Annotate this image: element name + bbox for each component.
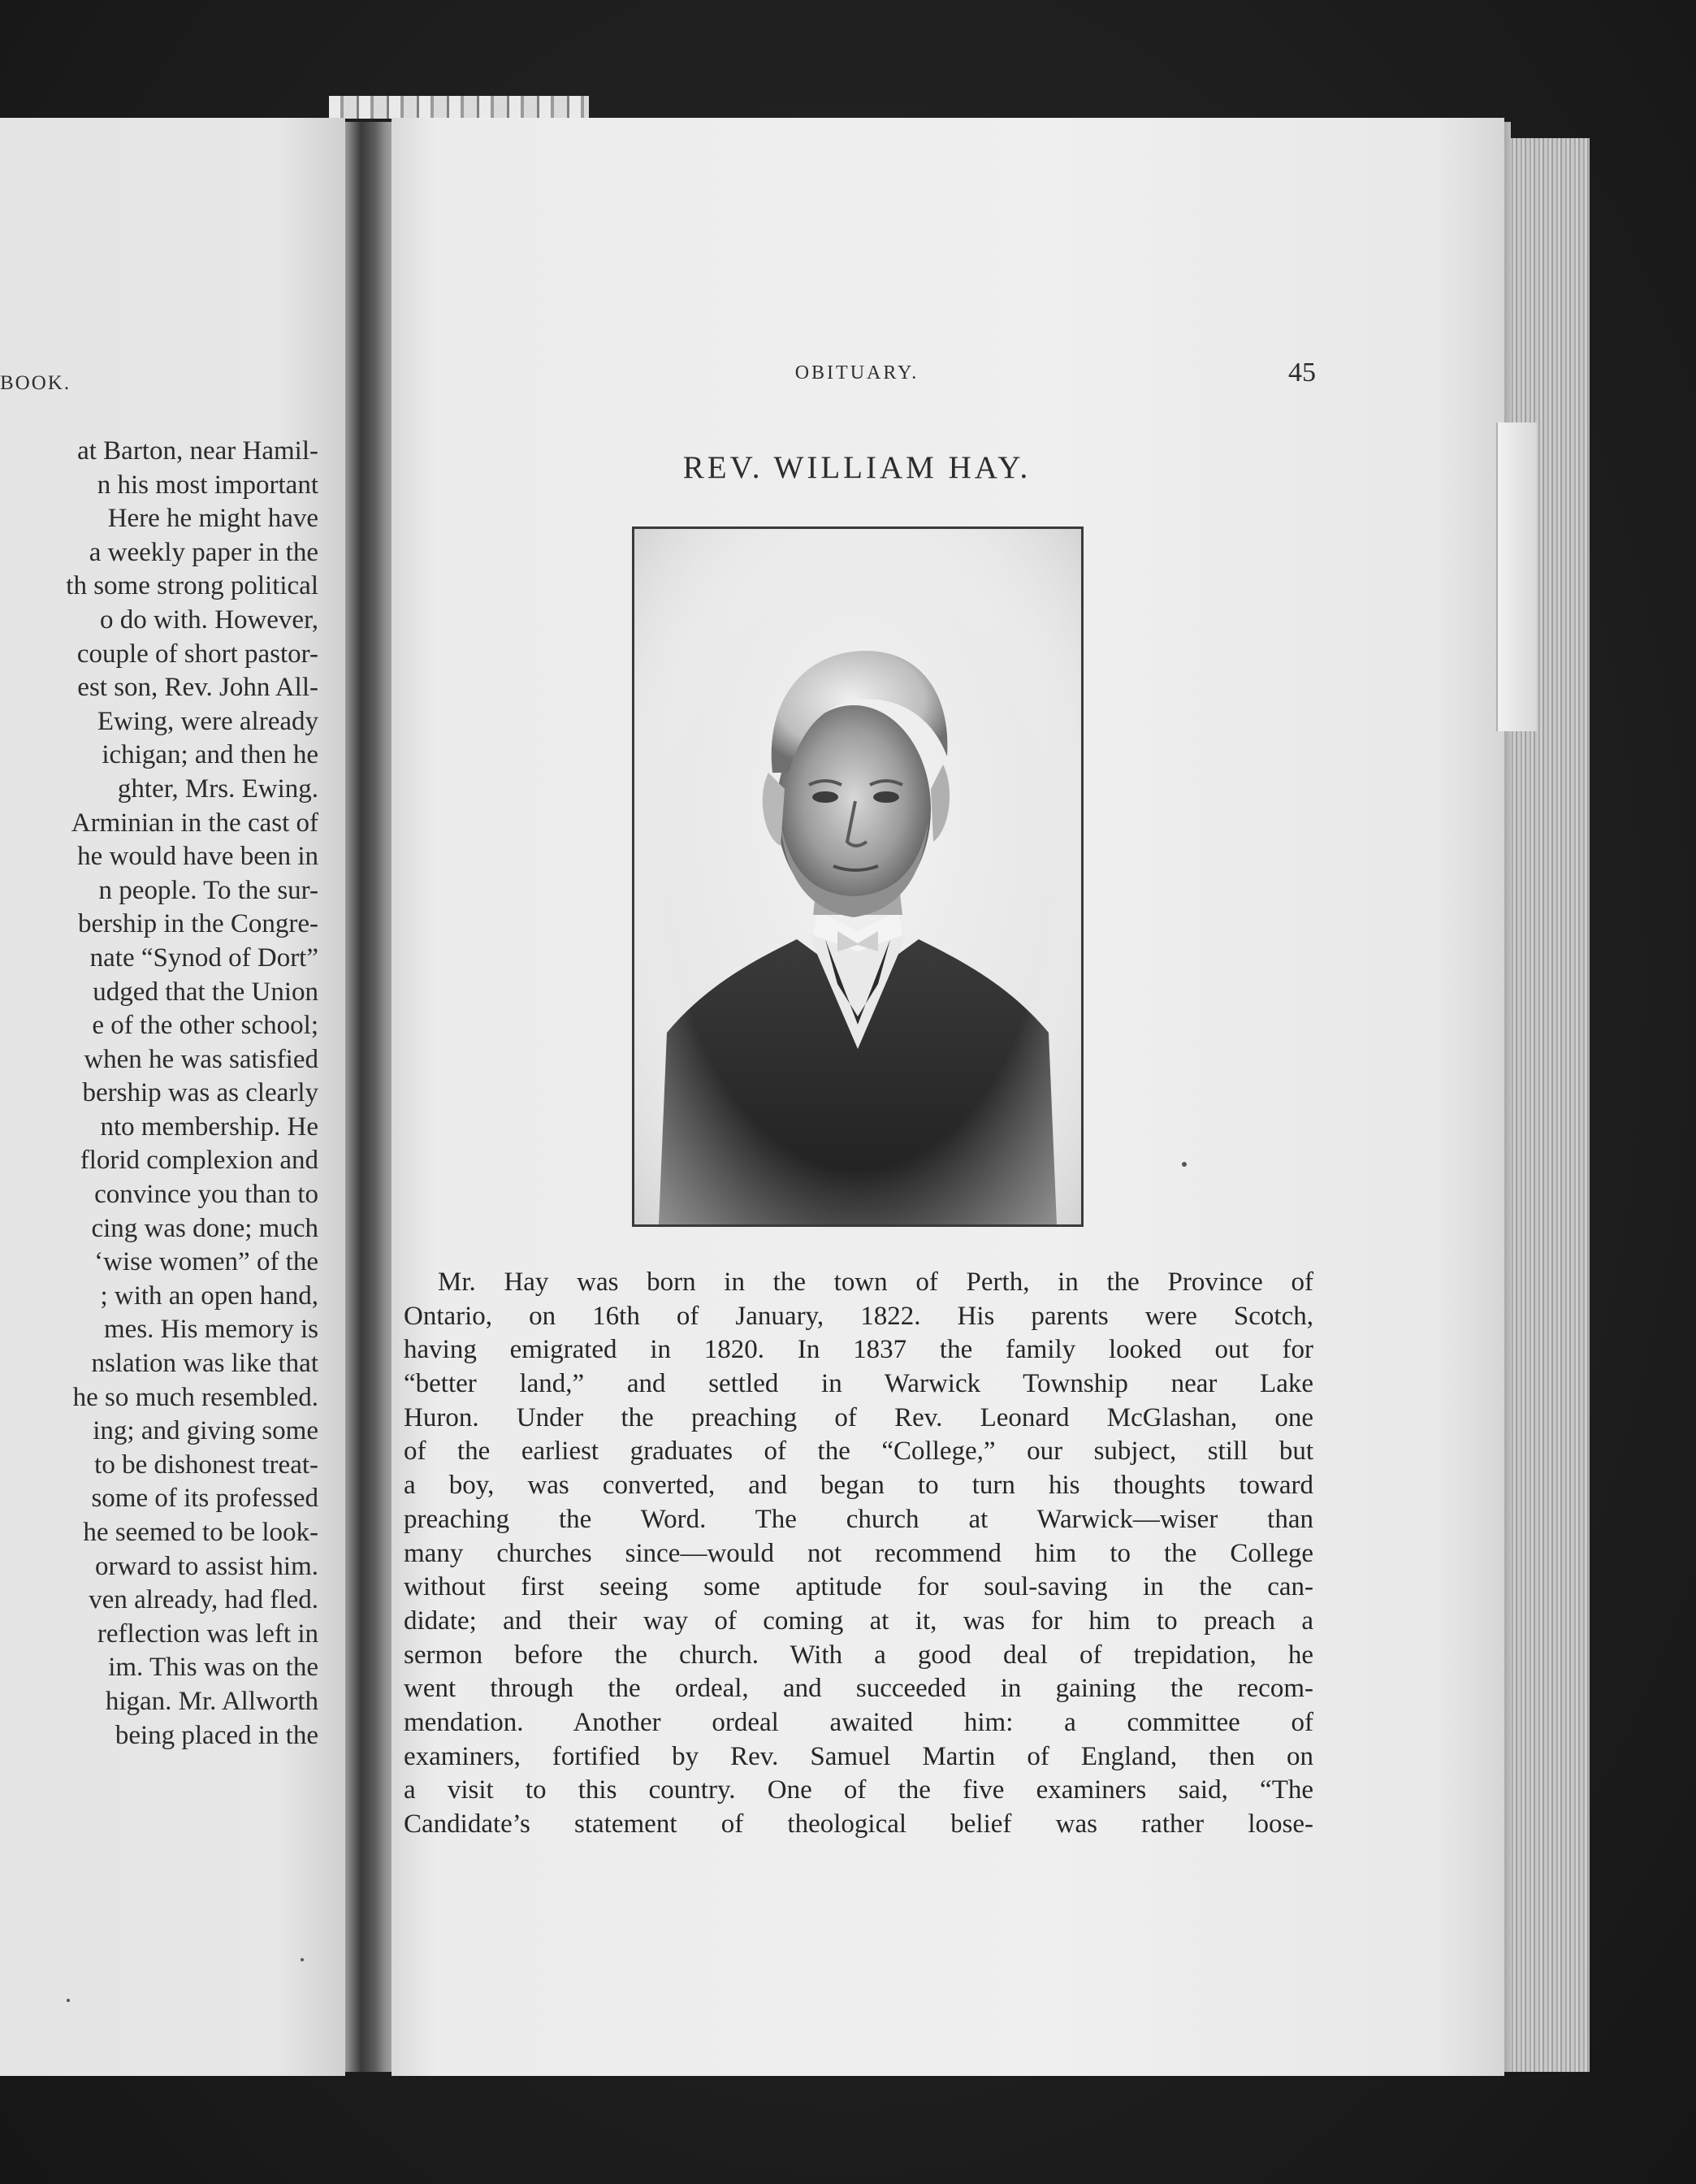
body-text-line: didate; and their way of coming at it, was for him to preach a bbox=[404, 1606, 1313, 1636]
body-text-line: without first seeing some aptitude for soul-saving in the can- bbox=[404, 1572, 1313, 1602]
left-page-line: cing was done; much bbox=[91, 1213, 318, 1243]
left-page-line: when he was satisfied bbox=[84, 1044, 318, 1074]
body-text-line: a visit to this country. One of the five examiners said, “The bbox=[404, 1775, 1313, 1805]
body-text-line: having emigrated in 1820. In 1837 the family looked out for bbox=[404, 1335, 1313, 1365]
article-body bbox=[404, 1266, 1313, 1842]
body-text-line: Candidate’s statement of theological belief was rather loose- bbox=[404, 1809, 1313, 1839]
left-page-line: he would have been in bbox=[77, 842, 318, 872]
left-page-top-edge bbox=[329, 96, 589, 119]
left-page-line: n people. To the sur- bbox=[98, 875, 318, 905]
left-page-line: ichigan; and then he bbox=[102, 740, 318, 770]
left-page-line: being placed in the bbox=[115, 1720, 318, 1750]
book-gutter bbox=[345, 122, 398, 2072]
left-page-line: im. This was on the bbox=[108, 1653, 318, 1683]
left-page-line: convince you than to bbox=[94, 1180, 318, 1210]
left-page-line: th some strong political bbox=[66, 571, 318, 601]
body-text-line: went through the ordeal, and succeeded in gaining the recom- bbox=[404, 1674, 1313, 1704]
body-text-line: Mr. Hay was born in the town of Perth, in the Province of bbox=[438, 1268, 1313, 1297]
left-page-line: florid complexion and bbox=[80, 1146, 318, 1176]
body-text-line: Huron. Under the preaching of Rev. Leonard McGlashan, one bbox=[404, 1402, 1313, 1432]
portrait-illustration bbox=[634, 529, 1081, 1224]
left-page-line: Here he might have bbox=[107, 504, 318, 534]
left-page-text bbox=[0, 435, 318, 1753]
left-page-line: couple of short pastor- bbox=[76, 639, 318, 669]
left-page-line: a weekly paper in the bbox=[89, 537, 318, 567]
body-text-line: “better land,” and settled in Warwick Township near Lake bbox=[404, 1369, 1313, 1399]
left-page-line: higan. Mr. Allworth bbox=[105, 1686, 318, 1716]
body-text-line: Ontario, on 16th of January, 1822. His parents were Scotch, bbox=[404, 1301, 1313, 1331]
left-page-line: nto membership. He bbox=[100, 1112, 318, 1142]
left-page-line: ing; and giving some bbox=[93, 1416, 318, 1446]
left-page-line: bership was as clearly bbox=[82, 1078, 318, 1108]
left-page-line: bership in the Congre- bbox=[77, 909, 318, 939]
body-text-line: sermon before the church. With a good deal of trepidation, he bbox=[404, 1640, 1313, 1670]
left-page-line: n his most important bbox=[97, 470, 318, 500]
left-running-header: BOOK. bbox=[0, 372, 71, 394]
left-page-line: udged that the Union bbox=[93, 977, 318, 1007]
left-page-line: Ewing, were already bbox=[97, 706, 318, 736]
left-page-line: at Barton, near Hamil- bbox=[77, 436, 318, 466]
page-edge-tab bbox=[1496, 422, 1537, 731]
left-page-line: ‘wise women” of the bbox=[94, 1247, 318, 1277]
left-page-line: he seemed to be look- bbox=[83, 1518, 318, 1547]
left-page-line: est son, Rev. John All- bbox=[77, 673, 318, 703]
body-text-line: preaching the Word. The church at Warwick—wiser than bbox=[404, 1504, 1313, 1534]
left-page-line: reflection was left in bbox=[97, 1618, 318, 1649]
body-text-line: a boy, was converted, and began to turn his thoughts toward bbox=[404, 1471, 1313, 1501]
running-title: OBITUARY. bbox=[794, 362, 919, 384]
left-page-line: o do with. However, bbox=[99, 604, 318, 635]
body-text-line: mendation. Another ordeal awaited him: a committee of bbox=[404, 1707, 1313, 1737]
left-page-line: mes. His memory is bbox=[104, 1315, 318, 1345]
scan-speck bbox=[67, 1999, 70, 2002]
body-text-line: many churches since—would not recommend him to the College bbox=[404, 1538, 1313, 1568]
left-page-line: e of the other school; bbox=[92, 1011, 318, 1041]
scan-speck bbox=[301, 1958, 304, 1961]
left-page-line: to be dishonest treat- bbox=[94, 1450, 318, 1480]
left-page-line: ; with an open hand, bbox=[100, 1280, 318, 1311]
left-page-line: some of its professed bbox=[91, 1484, 318, 1514]
article-title: REV. WILLIAM HAY. bbox=[682, 450, 1032, 485]
left-page-line: nslation was like that bbox=[91, 1349, 318, 1379]
running-header bbox=[398, 358, 1316, 390]
left-page-line: ghter, Mrs. Ewing. bbox=[117, 774, 318, 804]
left-page-line: he so much resembled. bbox=[72, 1382, 318, 1412]
page-number: 45 bbox=[1288, 358, 1316, 388]
scan-speck bbox=[1182, 1162, 1187, 1167]
body-text-line: of the earliest graduates of the “College,” our subject, still but bbox=[404, 1436, 1313, 1467]
left-page-line: nate “Synod of Dort” bbox=[89, 942, 318, 973]
left-page-line: ven already, had fled. bbox=[89, 1585, 318, 1615]
left-page-line: Arminian in the cast of bbox=[71, 808, 318, 838]
portrait-photo bbox=[632, 526, 1084, 1227]
left-page-line: orward to assist him. bbox=[95, 1551, 318, 1581]
body-text-line: examiners, fortified by Rev. Samuel Martin of England, then on bbox=[404, 1741, 1313, 1771]
